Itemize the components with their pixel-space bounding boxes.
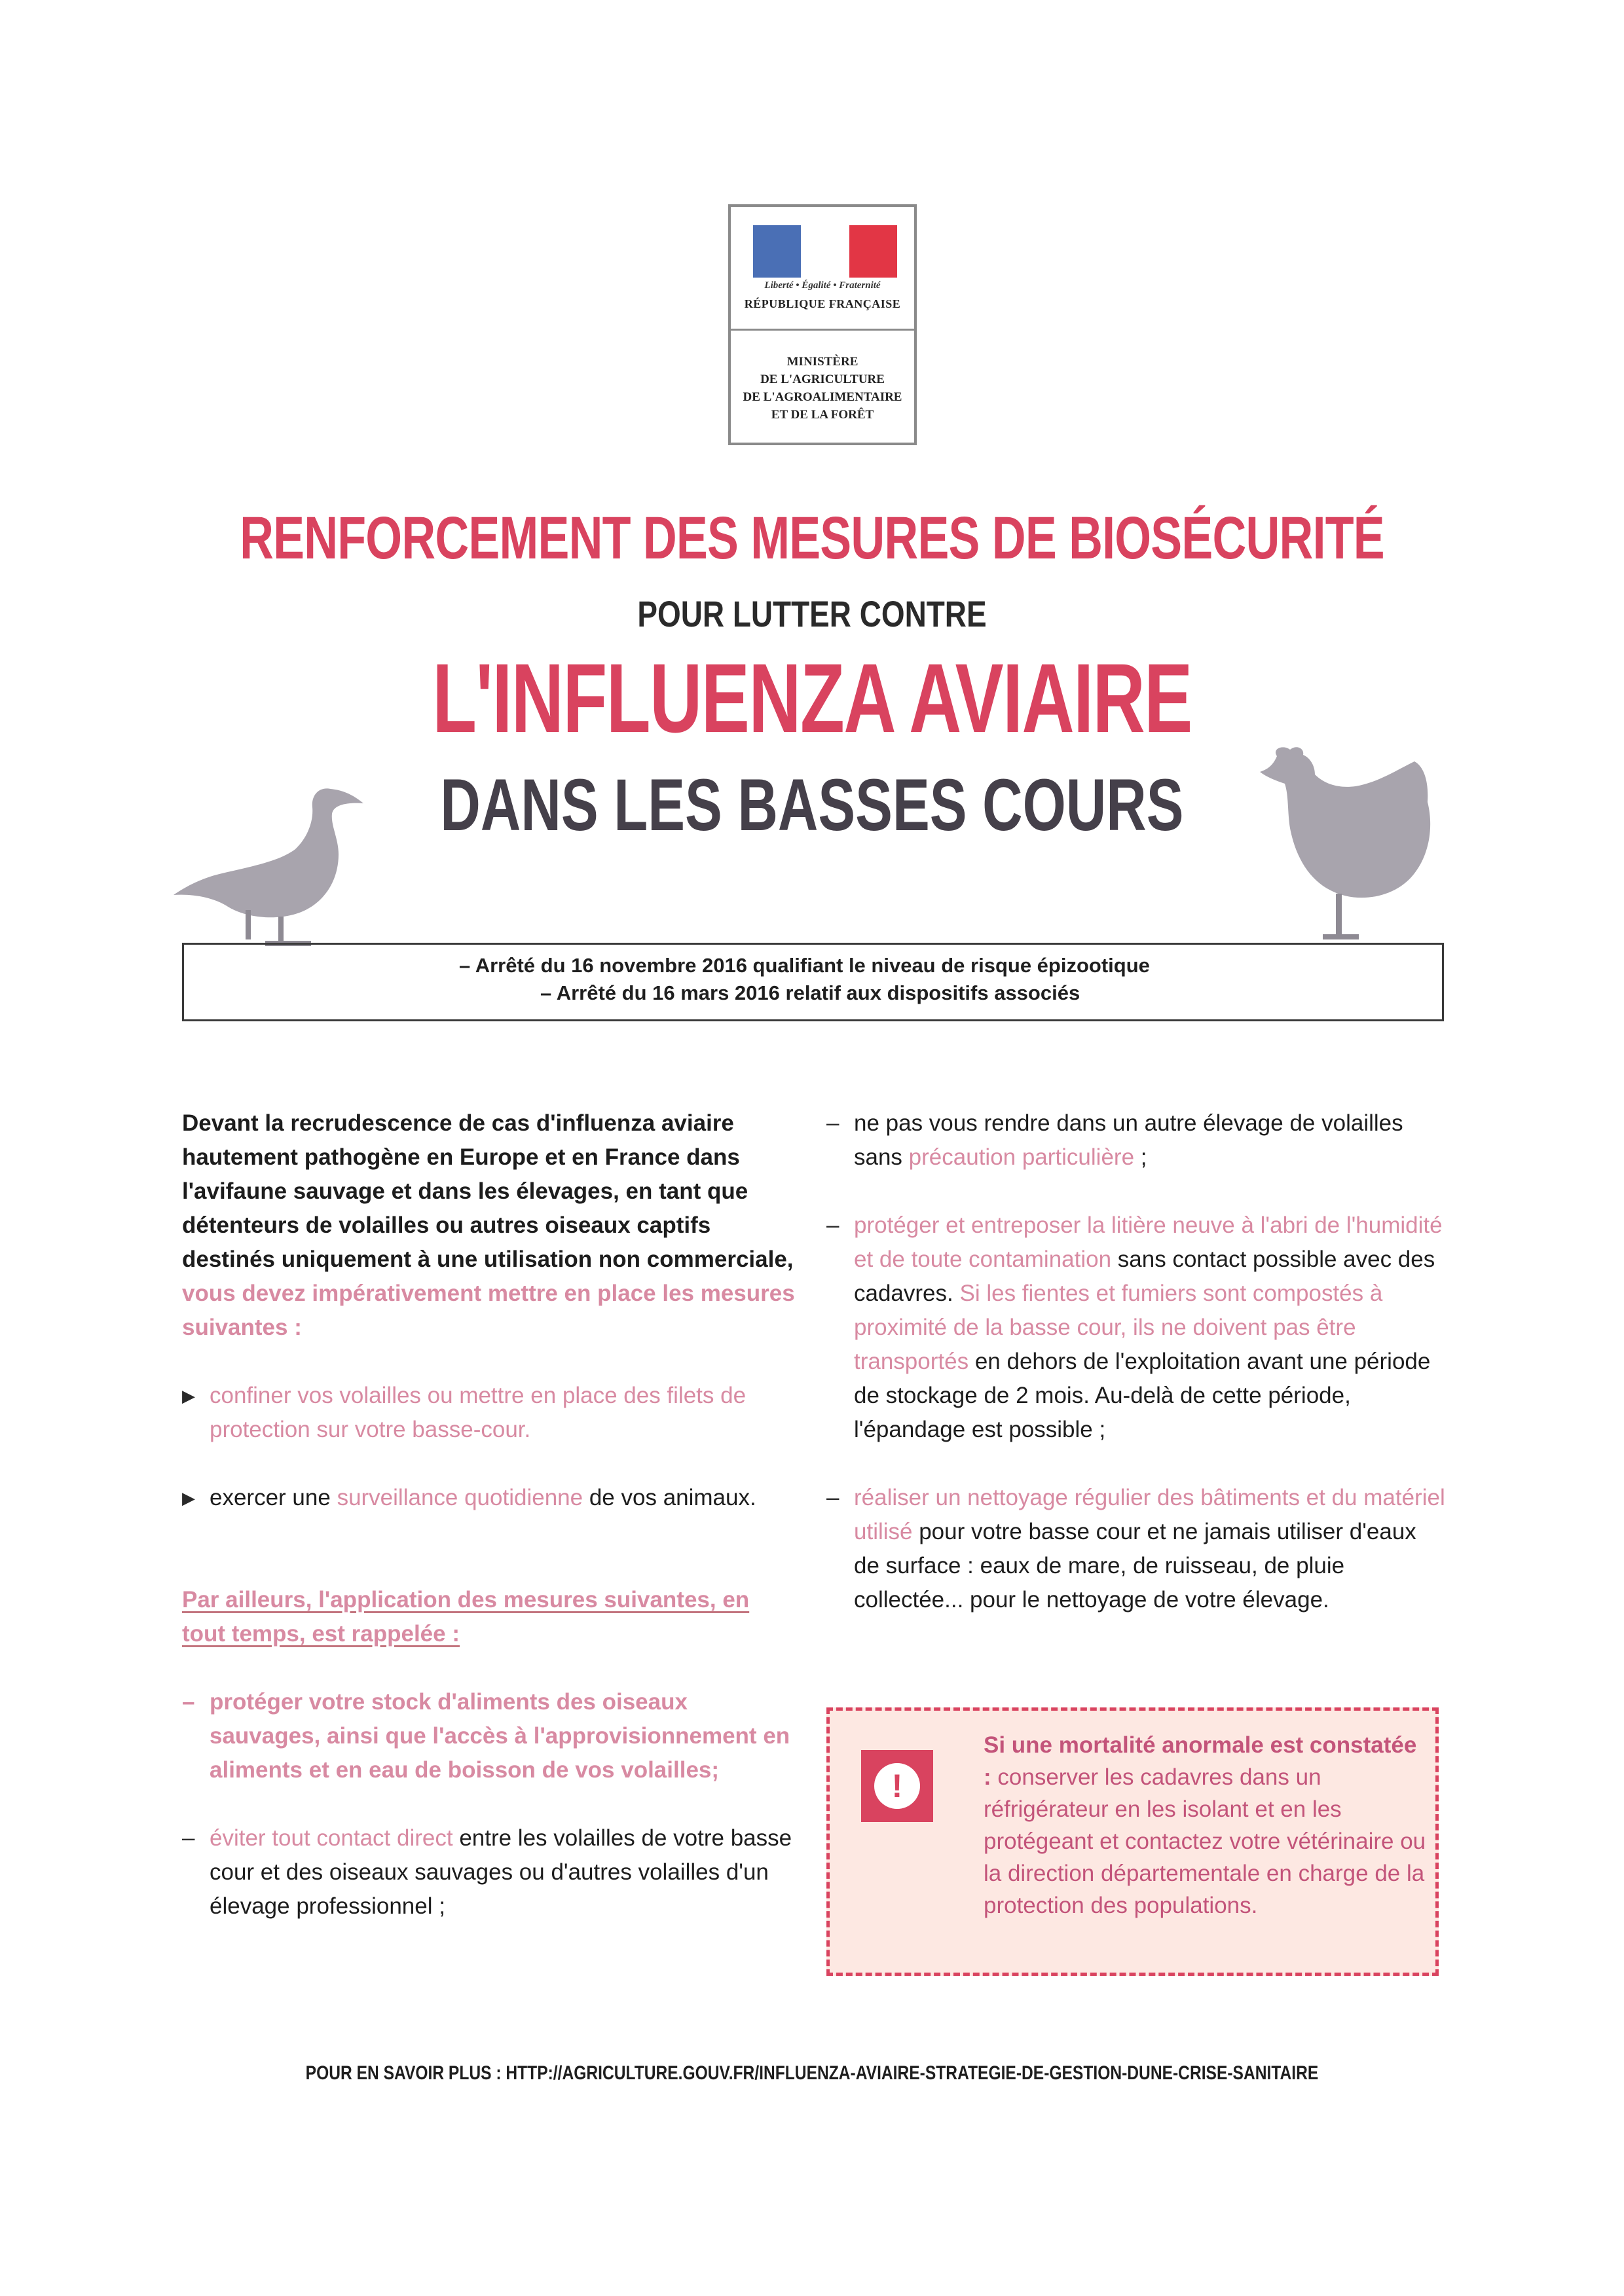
title-line-3: L'INFLUENZA AVIAIRE: [432, 643, 1192, 753]
exclamation-icon: !: [861, 1750, 933, 1822]
dash-bullet: –: [182, 1825, 195, 1851]
footer-link-text: POUR EN SAVOIR PLUS : HTTP://AGRICULTURE.GOUV.FR/INFLUENZA-AVIAIRE-STRATEGIE-DE-GESTION-DUNE-CRISE-SANITAIRE: [305, 2062, 1319, 2084]
title-line-1: RENFORCEMENT DES MESURES DE BIOSÉCURITÉ: [240, 505, 1384, 572]
french-flag-icon: [753, 225, 897, 278]
intro-pink: vous devez impérativement mettre en place les mesures suivantes :: [182, 1281, 795, 1340]
list-item: [182, 1379, 798, 1447]
duck-icon: [167, 776, 403, 953]
logo-motto: Liberté • Égalité • Fraternité: [764, 280, 881, 291]
dash-bullet: –: [182, 1689, 195, 1715]
dash-2-a: éviter tout contact direct: [210, 1825, 453, 1851]
right-3-a: réaliser un nettoyage régulier des bâtiments et du matériel utilisé: [854, 1485, 1445, 1544]
alert-box: [826, 1707, 1439, 1976]
right-1-a: ne pas vous rendre dans un autre élevage de volailles sans: [854, 1110, 1403, 1170]
list-item: [182, 1481, 798, 1515]
dash-bullet: –: [826, 1110, 840, 1136]
triangle-bullet-icon: ▶: [182, 1386, 195, 1406]
ministry-line: ET DE LA FORÊT: [771, 408, 874, 422]
logo-republic: RÉPUBLIQUE FRANÇAISE: [744, 297, 901, 310]
ministry-line: MINISTÈRE: [786, 355, 858, 369]
intro-paragraph: [182, 1106, 798, 1345]
decree-references: [182, 943, 1444, 1021]
alert-text: [984, 1729, 1429, 1922]
hen-icon: [1257, 743, 1450, 946]
right-2-c: Si les fientes et fumiers sont compostés à proximité de la basse cour, ils ne doivent pas être transportés: [854, 1281, 1383, 1374]
list-item: [182, 1685, 798, 1787]
triangle-bullet-icon: ▶: [182, 1488, 195, 1508]
right-1-c: ;: [1140, 1144, 1147, 1170]
reminder-text: Par ailleurs, l'application des mesures suivantes, en tout temps, est rappelée :: [182, 1587, 750, 1647]
left-column: [182, 1106, 798, 1923]
list-item: [826, 1209, 1445, 1447]
reminder-heading: [182, 1583, 798, 1651]
dash-bullet: –: [826, 1485, 840, 1510]
list-item: [182, 1821, 798, 1923]
right-3-b: pour votre basse cour et ne jamais utiliser d'eaux de surface : eaux de mare, de ruisseau, de pluie collectée... pour le nettoyage de votre élevage.: [854, 1519, 1416, 1613]
alert-bold: Si une mortalité anormale est constatée :: [984, 1732, 1417, 1790]
bullet-2-b: surveillance quotidienne: [337, 1485, 583, 1510]
government-logo: [728, 204, 917, 445]
ministry-line: DE L'AGROALIMENTAIRE: [743, 390, 902, 404]
right-1-b: précaution particulière: [908, 1144, 1135, 1170]
list-item: [826, 1106, 1445, 1175]
bullet-2-a: exercer une: [210, 1485, 331, 1510]
title-line-4: DANS LES BASSES COURS: [440, 764, 1184, 846]
intro-bold: Devant la recrudescence de cas d'influenza aviaire hautement pathogène en Europe et en France dans l'avifaune sauvage et dans les élevages, en tant que détenteurs de volailles ou autres oiseaux captifs destinés uniquement à une utilisation non commerciale,: [182, 1110, 794, 1272]
decree-2: – Arrêté du 16 mars 2016 relatif aux dispositifs associés: [540, 981, 1080, 1004]
decree-1: – Arrêté du 16 novembre 2016 qualifiant le niveau de risque épizootique: [459, 954, 1150, 977]
bullet-1-text: confiner vos volailles ou mettre en place des filets de protection sur votre basse-cour.: [210, 1383, 747, 1442]
bullet-2-c: de vos animaux.: [589, 1485, 756, 1510]
right-2-a: protéger et entreposer la litière neuve à l'abri de l'humidité et de toute contamination: [854, 1212, 1443, 1272]
right-2-d: en dehors de l'exploitation avant une période de stockage de 2 mois. Au-delà de cette période, l'épandage est possible ;: [854, 1349, 1431, 1442]
ministry-name: [731, 331, 914, 424]
title-line-2: POUR LUTTER CONTRE: [637, 593, 987, 634]
right-2-b: sans contact possible avec des cadavres.: [854, 1247, 1435, 1306]
ministry-line: DE L'AGRICULTURE: [760, 373, 885, 386]
right-column: [826, 1106, 1445, 1617]
list-item: [826, 1481, 1445, 1617]
dash-bullet: –: [826, 1212, 840, 1238]
logo-top: [731, 207, 914, 331]
alert-body: conserver les cadavres dans un réfrigérateur en les isolant et en les protégeant et contactez votre vétérinaire ou la direction départementale en charge de la protection des populations.: [984, 1764, 1426, 1918]
dash-2-b: entre les volailles de votre basse cour et des oiseaux sauvages ou d'autres volailles d'un élevage professionnel ;: [210, 1825, 792, 1919]
dash-1-text: protéger votre stock d'aliments des oiseaux sauvages, ainsi que l'accès à l'approvisionnement en aliments et en eau de boisson de vos volailles;: [210, 1689, 790, 1783]
